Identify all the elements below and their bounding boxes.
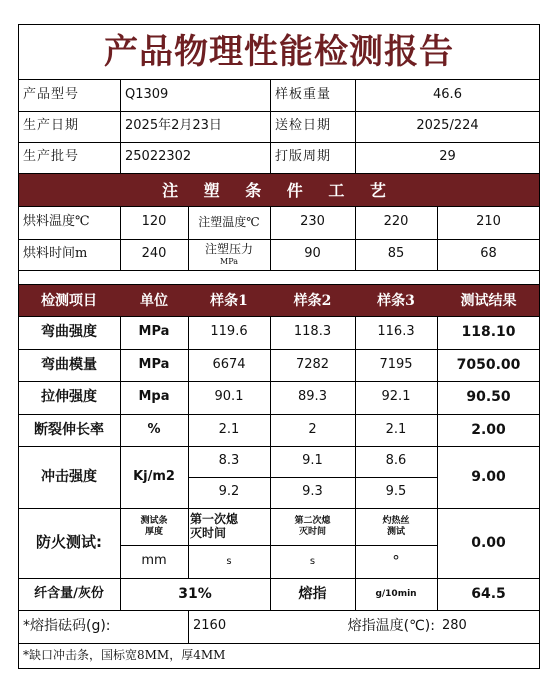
melt-label: 熔指 — [298, 585, 327, 602]
fire-thickness-unit: mm — [141, 553, 167, 569]
melt-temp-value: 280 — [442, 618, 467, 634]
fire-wire-unit: ° — [392, 551, 400, 570]
row-flex-modulus-s3: 7195 — [379, 356, 413, 372]
impact-result: 9.00 — [471, 468, 506, 485]
batch-value: 25022302 — [125, 149, 192, 165]
impact-r1-s3: 8.6 — [385, 453, 407, 469]
model-label: 产品型号 — [23, 86, 80, 102]
inspect-date-value: 2025/224 — [416, 118, 479, 134]
row-tensile-item: 拉伸强度 — [41, 389, 97, 406]
fire-thickness-label: 测试条 厚度 — [140, 516, 168, 537]
row-elongation-item: 断裂伸长率 — [34, 421, 104, 438]
batch-label: 生产批号 — [23, 149, 80, 165]
impact-item: 冲击强度 — [41, 468, 97, 485]
dry-temp-label: 烘料温度℃ — [23, 214, 90, 230]
inj-pressure-value-1: 90 — [304, 246, 321, 262]
row-tensile-s2: 89.3 — [298, 389, 327, 405]
melt-unit: g/10min — [375, 588, 417, 599]
model-value: Q1309 — [125, 86, 169, 102]
row-flex-modulus-s2: 7282 — [295, 356, 330, 372]
row-elongation-s3: 2.1 — [385, 421, 407, 437]
fire-result: 0.00 — [471, 534, 506, 551]
inj-temp-label: 注塑温度℃ — [198, 214, 260, 229]
inj-pressure-unit: MPa — [220, 256, 238, 266]
header-item: 检测项目 — [41, 293, 97, 309]
header-sample-2: 样条2 — [293, 293, 332, 309]
row-tensile-unit: Mpa — [138, 389, 170, 405]
row-flex-modulus-s1: 6674 — [212, 356, 246, 372]
impact-r1-s2: 9.1 — [302, 453, 323, 469]
prod-date-value: 2025年2月23日 — [125, 118, 222, 134]
inj-pressure-label: 注塑压力 — [204, 242, 253, 256]
fire-first-burn-label: 第一次熄 灭时间 — [190, 511, 239, 540]
row-tensile-s1: 90.1 — [214, 389, 244, 405]
impact-r2-s3: 9.5 — [385, 484, 407, 500]
inj-pressure-label-cell — [188, 239, 270, 270]
fiber-label: 纤含量/灰份 — [34, 585, 104, 601]
inj-pressure-value-2: 85 — [387, 246, 405, 262]
row-elongation-unit: % — [147, 421, 161, 437]
process-section-title: 注 塑 条 件 工 艺 — [162, 181, 396, 200]
dry-time-label: 烘料时间m — [23, 246, 88, 262]
melt-weight-value: 2160 — [193, 618, 227, 634]
prod-date-label: 生产日期 — [23, 118, 80, 134]
impact-r2-s2: 9.3 — [302, 484, 323, 500]
row-elongation-result: 2.00 — [471, 421, 506, 438]
header-sample-3: 样条3 — [377, 293, 415, 309]
sample-weight-label: 样板重量 — [275, 86, 332, 102]
row-elongation-s2: 2 — [308, 421, 317, 437]
inj-temp-value-3: 210 — [476, 214, 501, 230]
fire-second-burn-label: 第二次熄 灭时间 — [294, 516, 331, 537]
inj-temp-value-1: 230 — [300, 214, 325, 230]
row-flex-modulus-item: 弯曲模量 — [41, 356, 97, 373]
fire-second-burn-unit: s — [309, 555, 316, 567]
header-result: 测试结果 — [460, 293, 517, 309]
footnote: *缺口冲击条，国标宽8MM，厚4MM — [23, 647, 226, 662]
fiber-value: 31% — [178, 585, 212, 602]
row-flex-strength-unit: MPa — [138, 324, 170, 340]
row-tensile-s3: 92.1 — [381, 389, 411, 405]
inj-temp-value-2: 220 — [383, 214, 409, 230]
row-flex-strength-s2: 118.3 — [293, 324, 332, 340]
header-unit: 单位 — [140, 293, 168, 309]
melt-value: 64.5 — [471, 585, 506, 602]
impact-unit: Kj/m2 — [133, 468, 175, 484]
dry-time-value: 240 — [141, 246, 167, 262]
impact-r2-s1: 9.2 — [218, 484, 240, 500]
sample-weight-value: 46.6 — [433, 86, 462, 102]
row-flex-strength-item: 弯曲强度 — [41, 324, 97, 341]
row-flex-modulus-result: 7050.00 — [456, 356, 521, 373]
melt-temp-label: 熔指温度(℃): — [347, 618, 435, 635]
dry-temp-value: 120 — [141, 214, 167, 230]
impact-r1-s1: 8.3 — [218, 453, 240, 469]
report-title: 产品物理性能检测报告 — [104, 31, 454, 72]
cycle-label: 打版周期 — [275, 149, 332, 165]
fire-first-burn-unit: s — [226, 555, 232, 567]
header-sample-1: 样条1 — [210, 293, 248, 309]
inj-pressure-value-3: 68 — [480, 246, 497, 262]
fire-wire-label: 灼热丝 测试 — [382, 516, 410, 537]
fire-item: 防火测试: — [36, 533, 102, 552]
row-flex-strength-s3: 116.3 — [377, 324, 415, 340]
row-flex-strength-s1: 119.6 — [210, 324, 248, 340]
row-elongation-s1: 2.1 — [218, 421, 240, 437]
cycle-value: 29 — [439, 149, 456, 165]
inspect-date-label: 送检日期 — [275, 118, 332, 134]
row-flex-strength-result: 118.10 — [461, 324, 516, 341]
row-tensile-result: 90.50 — [466, 389, 511, 406]
melt-weight-label: *熔指砝码(g): — [23, 618, 111, 635]
row-flex-modulus-unit: MPa — [138, 356, 170, 372]
